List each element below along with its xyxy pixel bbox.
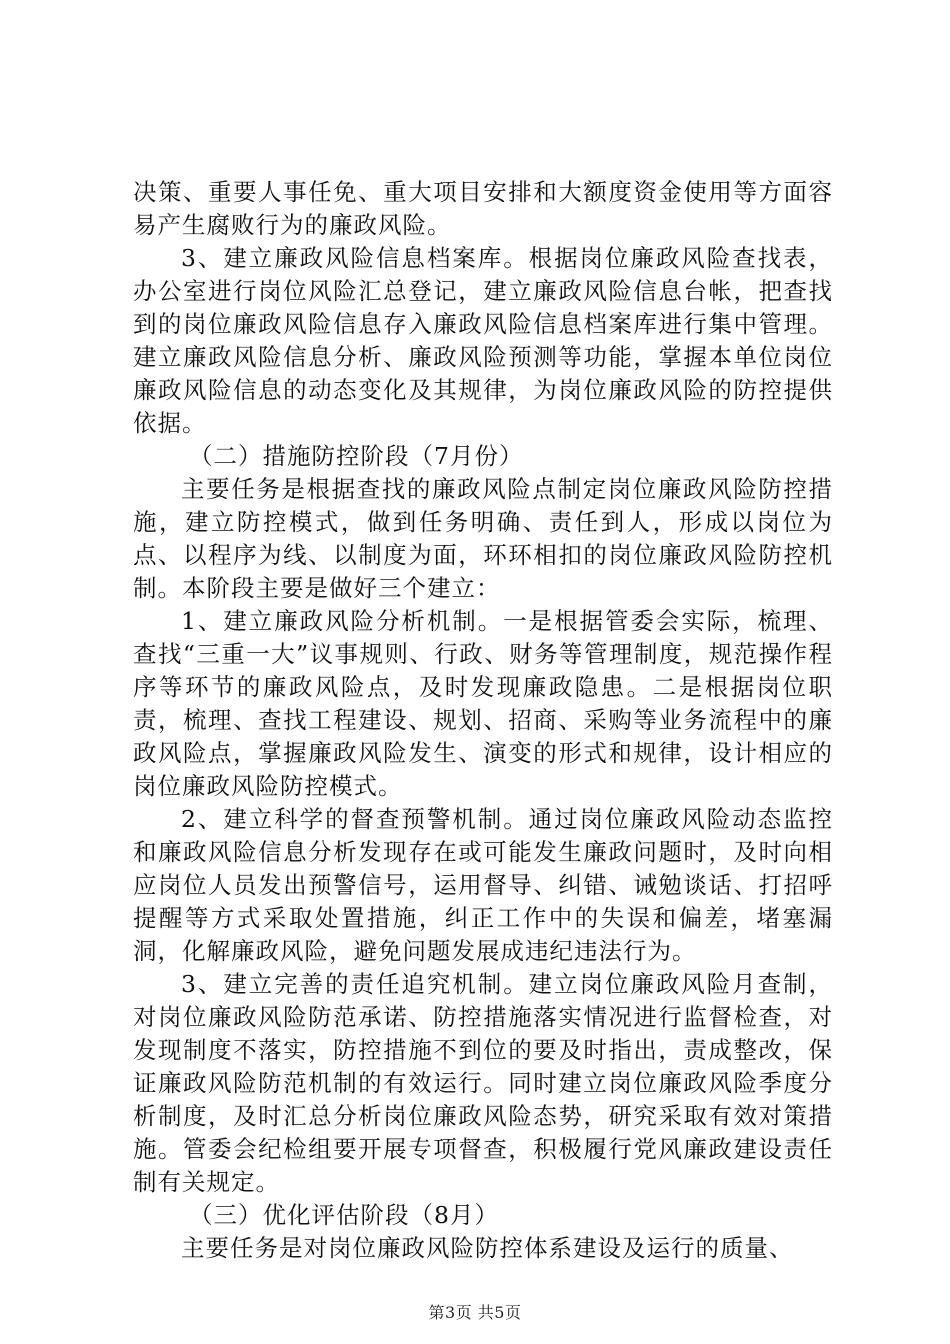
paragraph-7: 主要任务是对岗位廉政风险防控体系建设及运行的质量、 — [181, 1234, 794, 1262]
paragraph-1: 决策、重要人事任免、重大项目安排和大额度资金使用等方面容易产生腐败行为的廉政风险。 — [133, 178, 833, 239]
paragraph-3: 主要任务是根据查找的廉政风险点制定岗位廉政风险防控措施，建立防控模式，做到任务明确、责任到人，形成以岗位为点、以程序为线、以制度为面，环环相扣的岗位廉政风险防控机制。本阶段主要是做好三个建立： — [133, 475, 833, 602]
section-heading-2: （二）措施防控阶段（7月份） — [189, 442, 524, 470]
paragraph-5: 2、建立科学的督查预警机制。通过岗位廉政风险动态监控和廉政风险信息分析发现存在或可能发生廉政问题时，及时向相应岗位人员发出预警信号，运用督导、纠错、诫勉谈话、打招呼提醒等方式采取处置措施，纠正工作中的失误和偏差，堵塞漏洞，化解廉政风险，避免问题发展成违纪违法行为。 — [133, 805, 833, 965]
page-number-footer: 第3页 共5页 — [428, 1303, 522, 1322]
paragraph-2: 3、建立廉政风险信息档案库。根据岗位廉政风险查找表，办公室进行岗位风险汇总登记，建立廉政风险信息台帐，把查找到的岗位廉政风险信息存入廉政风险信息档案库进行集中管理。建立廉政风险信息分析、廉政风险预测等功能，掌握本单位岗位廉政风险信息的动态变化及其规律，为岗位廉政风险的防控提供依据。 — [133, 244, 833, 437]
paragraph-4: 1、建立廉政风险分析机制。一是根据管委会实际，梳理、查找“三重一大”议事规则、行政、财务等管理制度，规范操作程序等环节的廉政风险点，及时发现廉政隐患。二是根据岗位职责，梳理、查找工程建设、规划、招商、采购等业务流程中的廉政风险点，掌握廉政风险发生、演变的形式和规律，设计相应的岗位廉政风险防控模式。 — [133, 607, 833, 800]
document-body — [133, 176, 833, 1265]
paragraph-6: 3、建立完善的责任追究机制。建立岗位廉政风险月查制，对岗位廉政风险防范承诺、防控措施落实情况进行监督检查，对发现制度不落实，防控措施不到位的要及时指出，责成整改，保证廉政风险防范机制的有效运行。同时建立岗位廉政风险季度分析制度，及时汇总分析岗位廉政风险态势，研究采取有效对策措施。管委会纪检组要开展专项督查，积极履行党风廉政建设责任制有关规定。 — [133, 970, 833, 1196]
section-heading-3: （三）优化评估阶段（8月） — [189, 1201, 499, 1229]
